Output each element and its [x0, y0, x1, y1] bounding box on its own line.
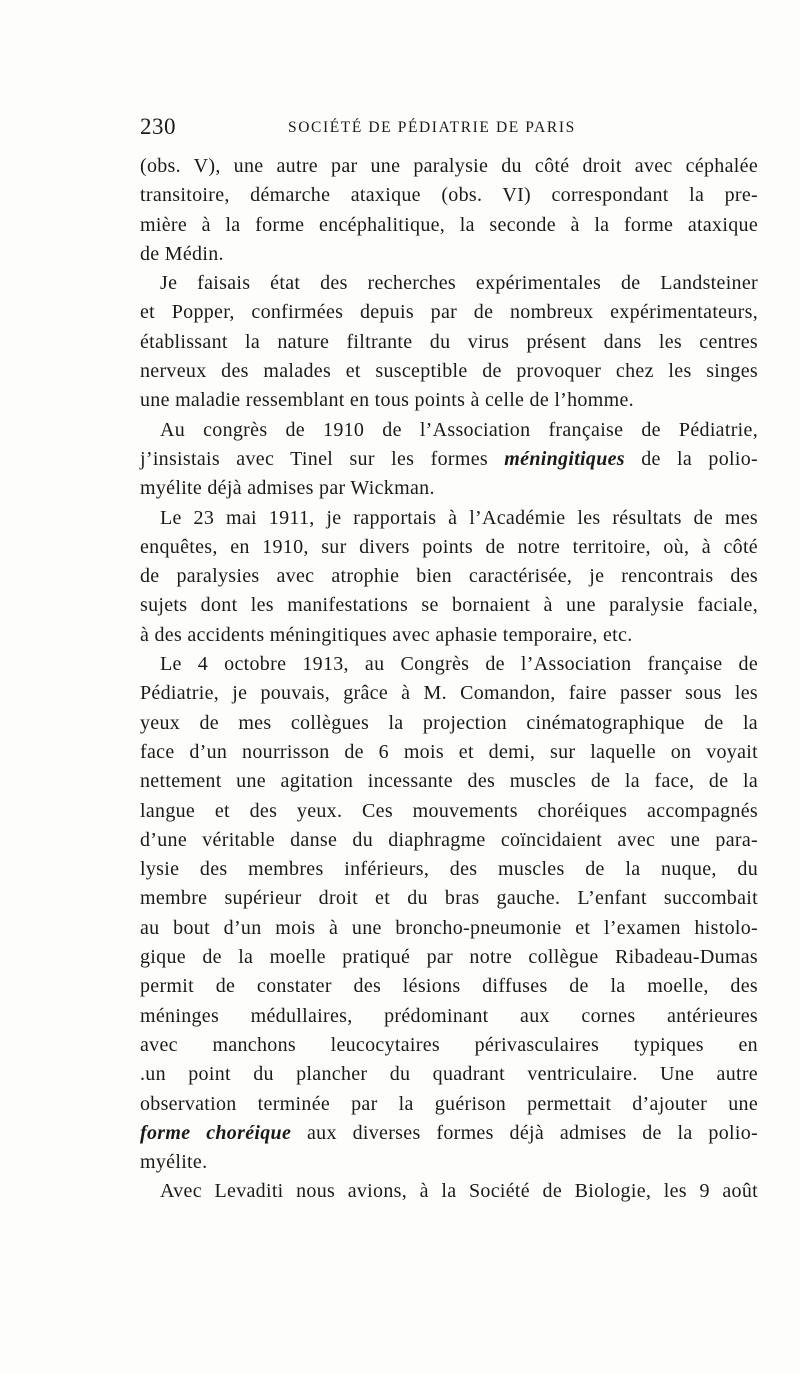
text-line: myélite.: [140, 1151, 208, 1174]
text-line: Le 4 octobre 1913, au Congrès de l’Association française de: [160, 653, 758, 676]
text-line: enquêtes, en 1910, sur divers points de notre territoire, où, à côté: [140, 535, 758, 558]
running-head: [140, 114, 758, 146]
text-segment: j’insistais avec Tinel sur les formes: [140, 447, 505, 470]
page-number: 230: [140, 114, 176, 139]
text-line: méninges médullaires, prédominant aux cornes antérieures: [140, 1004, 758, 1027]
text-line: mière à la forme encéphalitique, la seconde à la forme ataxique: [140, 213, 758, 236]
text-line: de paralysies avec atrophie bien caractérisée, je rencontrais des: [140, 565, 758, 588]
text-line: Pédiatrie, je pouvais, grâce à M. Comandon, faire passer sous les: [140, 682, 758, 705]
text-line: Avec Levaditi nous avions, à la Société de Biologie, les 9 août: [160, 1180, 758, 1203]
text-line: yeux de mes collègues la projection cinématographique de la: [140, 711, 758, 734]
text-line: transitoire, démarche ataxique (obs. VI) correspondant la pre-: [140, 184, 758, 207]
text-line: (obs. V), une autre par une paralysie du côté droit avec céphalée: [140, 155, 758, 177]
text-line: d’une véritable danse du diaphragme coïncidaient avec une para-: [140, 828, 758, 851]
text-line: nerveux des malades et susceptible de provoquer chez les singes: [140, 360, 758, 383]
text-line: à des accidents méningitiques avec aphasie temporaire, etc.: [140, 623, 633, 646]
text-line: Au congrès de 1910 de l’Association française de Pédiatrie,: [160, 418, 758, 441]
text-line: de Médin.: [140, 242, 224, 265]
text-line: Le 23 mai 1911, je rapportais à l’Académie les résultats de mes: [160, 506, 758, 529]
text-line: sujets dont les manifestations se bornaient à une paralysie faciale,: [140, 594, 758, 617]
text-line: langue et des yeux. Ces mouvements choréiques accompagnés: [140, 799, 758, 822]
text-line: [140, 1119, 758, 1148]
text-line: une maladie ressemblant en tous points à celle de l’homme.: [140, 389, 634, 412]
text-line: myélite déjà admises par Wickman.: [140, 477, 435, 500]
text-line: .un point du plancher du quadrant ventriculaire. Une autre: [140, 1063, 758, 1086]
text-line: face d’un nourrisson de 6 mois et demi, sur laquelle on voyait: [140, 740, 758, 763]
text-line: lysie des membres inférieurs, des muscles de la nuque, du: [140, 858, 758, 881]
text-line: au bout d’un mois à une broncho-pneumonie et l’examen histolo-: [140, 916, 758, 939]
text-line: gique de la moelle pratiqué par notre collègue Ribadeau-Dumas: [140, 946, 758, 969]
text-line: nettement une agitation incessante des muscles de la face, de la: [140, 770, 758, 793]
emphasized-term: forme choréique: [140, 1121, 292, 1144]
text-line: Je faisais état des recherches expérimentales de Landsteiner: [160, 272, 758, 295]
text-line: [140, 445, 758, 474]
text-line: et Popper, confirmées depuis par de nombreux expérimentateurs,: [140, 301, 758, 324]
emphasized-term: méningitiques: [504, 447, 625, 470]
journal-title: SOCIÉTÉ DE PÉDIATRIE DE PARIS: [288, 119, 576, 136]
text-segment: aux diverses formes déjà admises de la polio-: [291, 1121, 758, 1144]
text-line: avec manchons leucocytaires périvasculaires typiques en: [140, 1033, 758, 1056]
text-segment: de la polio-: [624, 447, 758, 470]
body-text: [140, 152, 758, 1207]
text-line: établissant la nature filtrante du virus présent dans les centres: [140, 330, 758, 353]
text-line: membre supérieur droit et du bras gauche. L’enfant succombait: [140, 887, 758, 910]
text-line: observation terminée par la guérison permettait d’ajouter une: [140, 1092, 758, 1115]
text-line: permit de constater des lésions diffuses de la moelle, des: [140, 975, 758, 998]
